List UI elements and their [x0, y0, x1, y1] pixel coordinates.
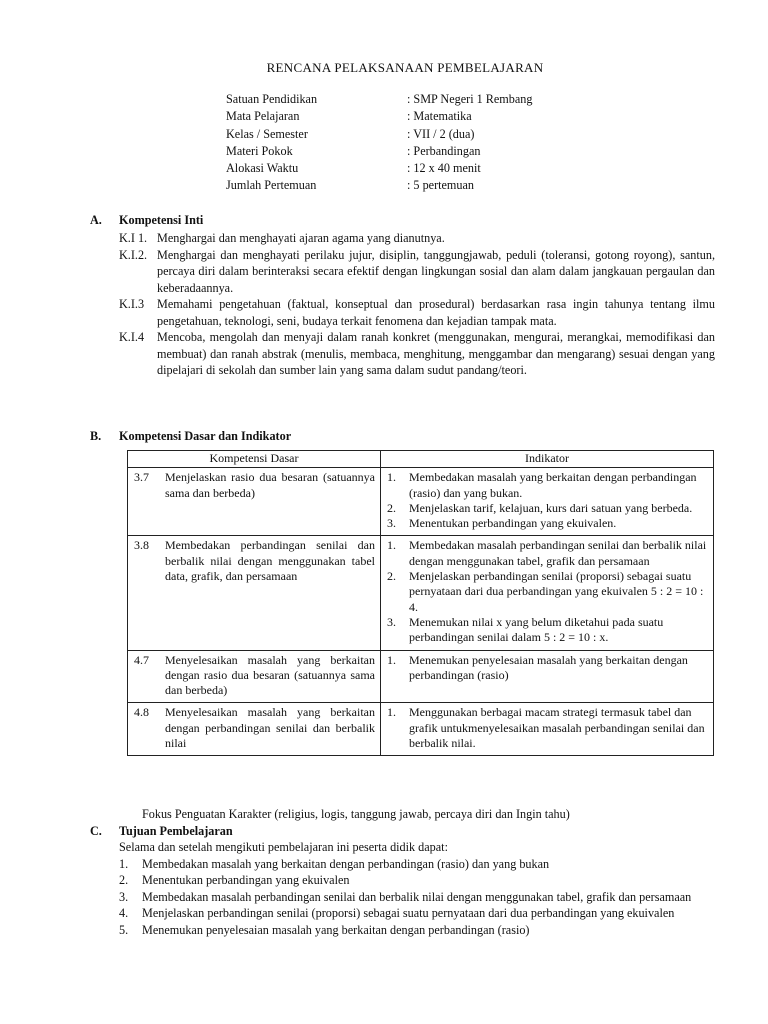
kd-entry — [134, 470, 375, 501]
item-number: 5. — [119, 922, 129, 937]
identity-label: Satuan Pendidikan — [226, 92, 318, 106]
indicator-text: Menjelaskan perbandingan senilai (proporsi) sebagai suatu pernyataan dari dua perbandingan yang ekuivalen 5 : 2 = 10 : 4. — [409, 569, 704, 614]
section-title: Kompetensi Inti — [119, 213, 204, 227]
kd-cell — [128, 650, 381, 703]
indicator-text: Menemukan penyelesaian masalah yang berkaitan dengan perbandingan (rasio) — [409, 652, 688, 682]
table-header-row — [128, 451, 714, 468]
item-number: K.I 1. — [119, 231, 148, 245]
kd-cell — [128, 468, 381, 536]
list-item — [119, 889, 715, 906]
kd-number: 4.8 — [134, 705, 149, 720]
item-text: Membedakan masalah yang berkaitan dengan perbandingan (rasio) dan yang bukan — [142, 856, 550, 871]
indicator-item — [387, 538, 708, 569]
fokus-karakter-note: Fokus Penguatan Karakter (religius, logis, tanggung jawab, percaya diri dan Ingin tahu) — [142, 807, 570, 821]
indicator-number: 1. — [387, 538, 396, 553]
identity-value: : Perbandingan — [407, 143, 481, 158]
document-title: RENCANA PELAKSANAAN PEMBELAJARAN — [266, 60, 544, 75]
list-item — [119, 296, 715, 329]
identity-label: Mata Pelajaran — [226, 109, 300, 124]
item-text: Menemukan penyelesaian masalah yang berkaitan dengan perbandingan (rasio) — [142, 922, 530, 937]
item-text: Menghargai dan menghayati ajaran agama yang dianutnya. — [157, 231, 445, 245]
indicator-cell — [381, 703, 714, 756]
item-text: Mencoba, mengolah dan menyaji dalam ranah konkret (menggunakan, mengurai, merangkai, memodifikasi dan membuat) dan ranah abstrak (menulis, membaca, menghitung, menggambar dan mengarang) sesuai dengan yang dipelajari di sekolah dan sumber lain yang sama dalam sudut pandang/teori. — [157, 330, 715, 377]
indicator-item — [387, 501, 708, 516]
kd-indicator-table — [127, 450, 714, 756]
item-text: Menghargai dan menghayati perilaku jujur, disiplin, tanggungjawab, peduli (toleransi, gotong royong), santun, percaya diri dalam berinteraksi secara efektif dengan lingkungan sosial dan alam dalam jangkauan pergaulan dan keberadaannya. — [157, 247, 715, 295]
kd-entry — [134, 653, 375, 699]
indicator-number: 3. — [387, 614, 396, 629]
kompetensi-inti-list — [119, 230, 715, 379]
table-row — [128, 536, 714, 650]
identity-value: : Matematika — [407, 109, 472, 124]
item-text: Memahami pengetahuan (faktual, konseptual dan prosedural) berdasarkan rasa ingin tahunya tentang ilmu pengetahuan, teknologi, seni, budaya terkait fenomena dan kejadian tampak mata. — [157, 297, 715, 328]
indicator-text: Menggunakan berbagai macam strategi termasuk tabel dan grafik untukmenyelesaikan masalah perbandingan senilai dan berbalik nilai. — [409, 705, 705, 751]
identity-value: : VII / 2 (dua) — [407, 126, 475, 141]
identity-value: : 12 x 40 menit — [407, 161, 481, 176]
kd-cell — [128, 536, 381, 650]
section-letter: C. — [90, 824, 102, 838]
item-number: K.I.2. — [119, 247, 148, 262]
kd-entry — [134, 705, 375, 751]
kd-number: 4.7 — [134, 652, 149, 667]
column-header-indicator: Indikator — [381, 451, 714, 468]
indicator-cell — [381, 650, 714, 703]
section-letter: B. — [90, 429, 102, 443]
indicator-number: 3. — [387, 516, 396, 531]
list-item — [119, 247, 715, 297]
indicator-item — [387, 569, 708, 615]
kd-entry — [134, 538, 375, 584]
indicator-number: 1. — [387, 470, 396, 485]
item-number: 4. — [119, 906, 129, 920]
item-text: Menjelaskan perbandingan senilai (proporsi) sebagai suatu pernyataan dari dua perbandingan yang ekuivalen — [142, 906, 675, 920]
indicator-number: 1. — [387, 652, 396, 667]
tujuan-list — [119, 839, 715, 938]
indicator-item — [387, 470, 708, 501]
indicator-number: 2. — [387, 500, 396, 515]
column-header-kd: Kompetensi Dasar — [128, 451, 381, 468]
indicator-number: 2. — [387, 569, 396, 584]
table-row — [128, 468, 714, 536]
indicator-text: Membedakan masalah yang berkaitan dengan perbandingan (rasio) dan yang bukan. — [409, 470, 697, 500]
tujuan-intro: Selama dan setelah mengikuti pembelajaran ini peserta didik dapat: — [119, 840, 448, 854]
kd-text: Menjelaskan rasio dua besaran (satuannya sama dan berbeda) — [165, 470, 375, 500]
identity-value: : SMP Negeri 1 Rembang — [407, 92, 533, 106]
list-item — [119, 329, 715, 379]
indicator-text: Menemukan nilai x yang belum diketahui pada suatu perbandingan senilai dalam 5 : 2 = 10 : x. — [409, 614, 664, 645]
identity-label: Jumlah Pertemuan — [226, 178, 317, 193]
identity-label: Materi Pokok — [226, 143, 293, 158]
item-number: K.I.3 — [119, 297, 145, 311]
section-title: Kompetensi Dasar dan Indikator — [119, 429, 292, 443]
kd-text: Membedakan perbandingan senilai dan berbalik nilai dengan menggunakan tabel data, grafik, dan persamaan — [165, 538, 375, 584]
indicator-cell — [381, 468, 714, 536]
indicator-item — [387, 615, 708, 646]
identity-label: Kelas / Semester — [226, 126, 308, 141]
item-number: 2. — [119, 873, 129, 887]
indicator-text: Membedakan masalah perbandingan senilai dan berbalik nilai dengan menggunakan tabel, grafik dan persamaan — [409, 538, 707, 568]
list-item — [119, 230, 715, 247]
indicator-text: Menjelaskan tarif, kelajuan, kurs dari satuan yang berbeda. — [409, 500, 693, 515]
kd-text: Menyelesaikan masalah yang berkaitan dengan perbandingan senilai dan berbalik nilai — [165, 705, 375, 751]
item-number: 3. — [119, 889, 129, 904]
list-item — [119, 856, 715, 873]
list-item — [119, 872, 715, 889]
indicator-item — [387, 516, 708, 531]
table-row — [128, 650, 714, 703]
section-title: Tujuan Pembelajaran — [119, 824, 233, 838]
item-number: 1. — [119, 856, 129, 871]
identity-label: Alokasi Waktu — [226, 161, 299, 176]
kd-number: 3.8 — [134, 538, 149, 553]
indicator-item — [387, 705, 708, 751]
indicator-text: Menentukan perbandingan yang ekuivalen. — [409, 516, 617, 531]
kd-text: Menyelesaikan masalah yang berkaitan dengan rasio dua besaran (satuannya sama dan berbeda) — [165, 652, 375, 698]
section-letter: A. — [90, 213, 102, 227]
indicator-number: 1. — [387, 705, 396, 720]
kd-number: 3.7 — [134, 470, 149, 485]
indicator-cell — [381, 536, 714, 650]
item-text: Membedakan masalah perbandingan senilai dan berbalik nilai dengan menggunakan tabel, grafik dan persamaan — [142, 889, 692, 904]
list-item — [119, 905, 715, 922]
item-text: Menentukan perbandingan yang ekuivalen — [142, 873, 350, 887]
kd-cell — [128, 703, 381, 756]
item-number: K.I.4 — [119, 330, 145, 344]
identity-value: : 5 pertemuan — [407, 178, 475, 193]
table-row — [128, 703, 714, 756]
list-item — [119, 922, 715, 939]
indicator-item — [387, 653, 708, 684]
